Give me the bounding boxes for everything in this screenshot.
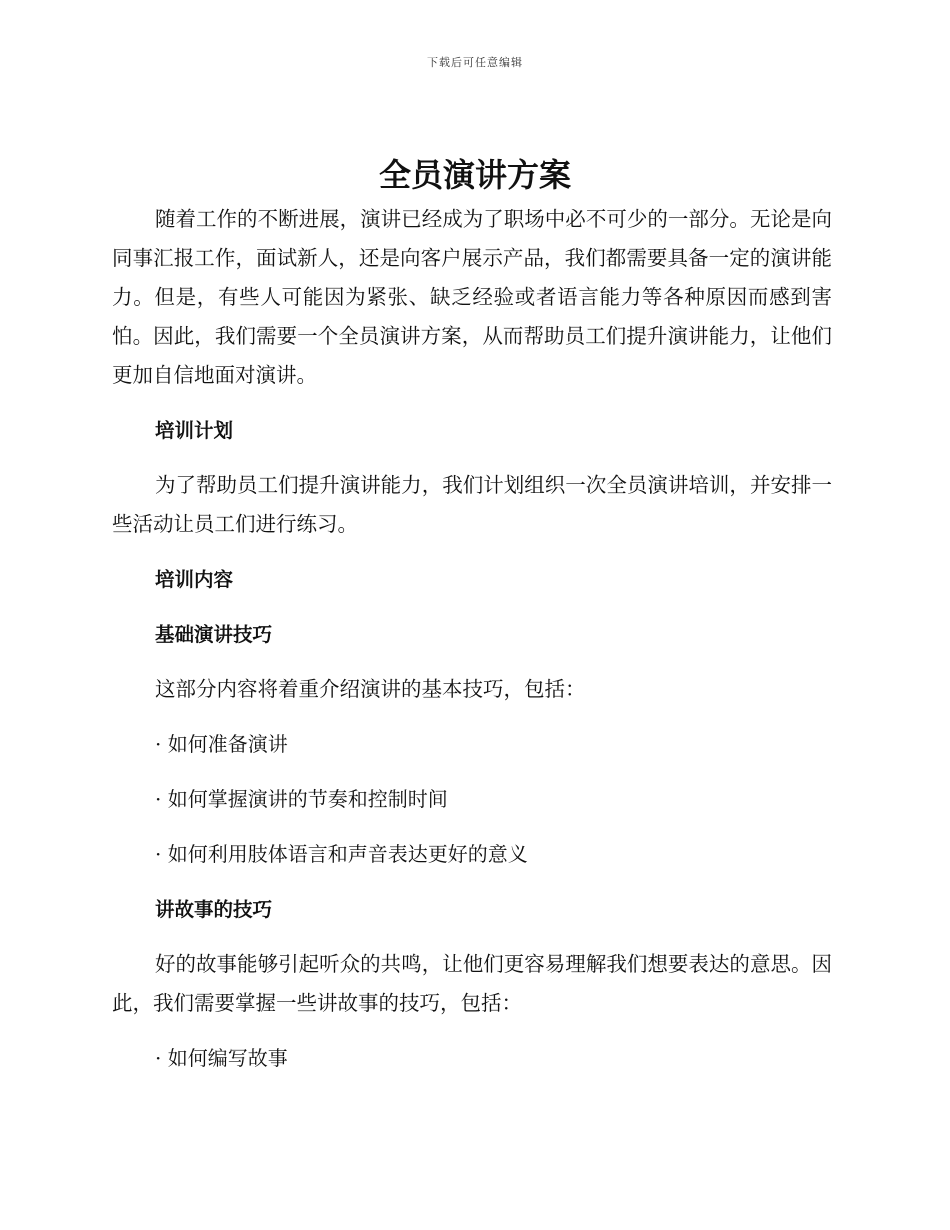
list-item: · 如何编写故事	[155, 1046, 288, 1070]
list-item: · 如何准备演讲	[155, 732, 288, 756]
list-item: · 如何利用肢体语言和声音表达更好的意义	[155, 842, 528, 866]
page-title: 全员演讲方案	[378, 156, 571, 194]
heading-training-content: 培训内容	[155, 568, 234, 591]
document-body	[112, 200, 832, 1078]
heading-storytelling: 讲故事的技巧	[155, 898, 273, 921]
heading-basic-skills: 基础演讲技巧	[155, 623, 273, 646]
story-paragraph: 好的故事能够引起听众的共鸣，让他们更容易理解我们想要表达的意思。因此，我们需要掌握一些讲故事的技巧，包括：	[112, 952, 832, 1015]
basics-intro-paragraph: 这部分内容将着重介绍演讲的基本技巧，包括：	[155, 677, 586, 701]
heading-training-plan: 培训计划	[155, 419, 234, 442]
intro-paragraph: 随着工作的不断进展，演讲已经成为了职场中必不可少的一部分。无论是向同事汇报工作，面试新人，还是向客户展示产品，我们都需要具备一定的演讲能力。但是，有些人可能因为紧张、缺乏经验或者语言能力等各种原因而感到害怕。因此，我们需要一个全员演讲方案，从而帮助员工们提升演讲能力，让他们更加自信地面对演讲。	[112, 207, 832, 387]
list-item: · 如何掌握演讲的节奏和控制时间	[155, 787, 448, 811]
plan-paragraph: 为了帮助员工们提升演讲能力，我们计划组织一次全员演讲培训，并安排一些活动让员工们进行练习。	[112, 473, 832, 536]
header-note: 下载后可任意编辑	[427, 56, 523, 69]
